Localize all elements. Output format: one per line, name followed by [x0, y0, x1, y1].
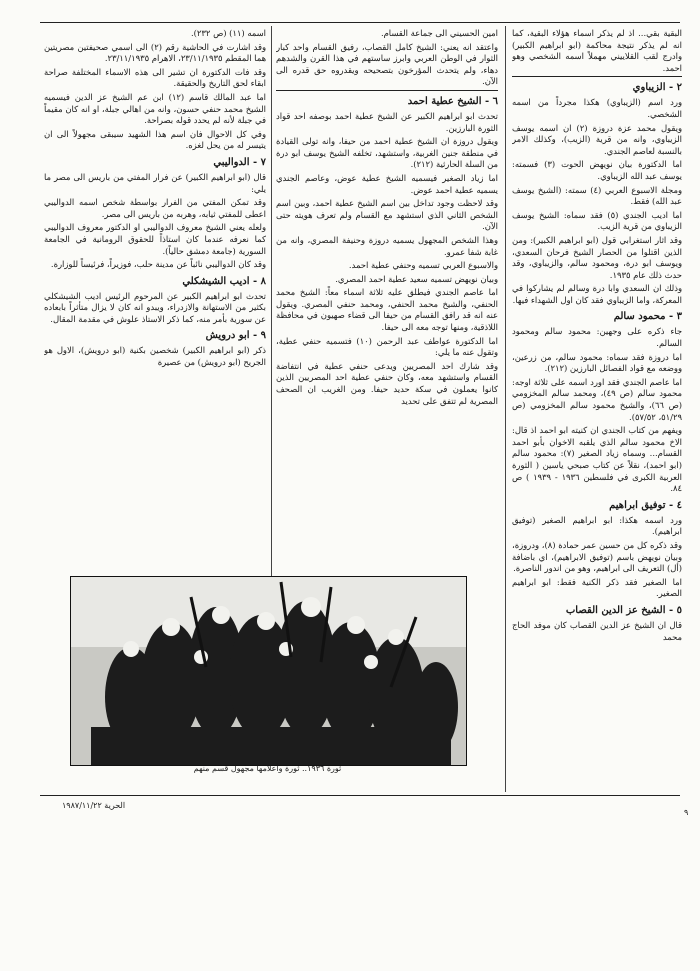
section-6-title: ٦ - الشيخ عطية احمد — [407, 95, 498, 107]
paragraph: اما الدكتورة بيان نويهض الحوت (٣) فسمته: يوسف عبد الله الزيباوي. — [512, 159, 682, 181]
paragraph: اما دروزة فقد سماه: محمود سالم، من زرعين، ووضعه مع قواد الفصائل البارزين (٢١٢). — [512, 351, 682, 374]
paragraph: وقد تمكن المفتي من الفرار بواسطة شخص اسمه الدواليبي اعطى للمفتي ثيابه، وهربه من باريس الى مصر. — [44, 197, 266, 219]
paragraph: وقد كان الدواليبي نائباً عن مدينة حلب، فوزيراً، فرئيساً للوزارة. — [50, 259, 266, 270]
section-8-title: ٨ - اديب الشيشكلي — [182, 275, 266, 287]
column-divider — [271, 26, 272, 576]
paragraph: قال ان الشيخ عز الدين القصاب كان موفد الحاج محمد — [512, 619, 682, 642]
section-7-title: ٧ - الدواليبي — [213, 156, 266, 168]
section-3-title: ٣ - محمود سالم — [613, 311, 682, 323]
paragraph: واعتقد انه يعني: الشيخ كامل القصاب، رفيق القسام واحد كبار الثوار في الوطن العربي وابرز ساستهم في هذا القرن والشدهم دهاء، ولم يتحدث المؤرخون بتصحيحه ويقدروه حق قدره الى الآن. — [276, 41, 498, 87]
paragraph: تحدث ابو ابراهيم الكبير عن المرحوم الرئيس اديب الشيشكلي بكثير من الاستهانة والازدراء، ويبدو انه كان لا يزال متأثراً بابعاده عن سورية بأمر منه، كما ذكر الاستاذ علوش في مقدمة المقال. — [44, 290, 266, 324]
paragraph: وقد اثار استغرابي قول (ابو ابراهيم الكبير): ومن الذين اقتلوا من الحصار الشيخ فرحان السعدي، ويوسف ابو درة، ومحمود سالم، والزيباوي، وقد حدث ذلك عام ١٩٣٥. — [512, 234, 682, 280]
column-left-intro: اسمه (١١) (ص ٢٣٢). — [190, 28, 266, 38]
paragraph: اما الصغير فقد ذكر الكنية فقط: ابو ابراهيم الصغير. — [512, 576, 682, 599]
paragraph: ورد اسمه هكذا: ابو ابراهيم الصغير (توفيق ابراهيم). — [512, 514, 682, 537]
paragraph: ورد اسم (الزيباوي) هكذا مجرداً من اسمه الشخصي. — [512, 97, 682, 119]
paragraph: وقد فات الدكتورة ان تشير الى هذه الاسماء المختلفة صراحة ابقاء لحق التاريخ والحقيقة. — [44, 66, 266, 89]
section-divider — [276, 90, 498, 91]
paragraph: وفي كل الاحوال فان اسم هذا الشهيد سيبقى مجهولاً الى ان يتيسر له من يحل لغزه. — [44, 128, 266, 151]
photo-figures-image — [71, 577, 466, 765]
column-left — [44, 28, 266, 576]
paragraph: ويفهم من كتاب الجندي ان كنيته ابو احمد اذ قال: الاخ محمود سالم الذي يلقبه الاخوان بأبو احمد القسام... وسماه زياد الصغير (٧): محمود سالم (ابو احمد)، نقلاً عن كتاب صبحي ياسين ( الثورة العربية الكبرى في فلسطين ١٩٣٦ - ١٩٣٩ ) ص ٨٤. — [512, 425, 682, 494]
paragraph: وبيان نويهض تسميه سعيد عطية احمد المصري. — [335, 273, 498, 284]
paragraph: اما الدكتورة عواطف عبد الرحمن (١٠) فتسميه حنفي عطية، وتقول عنه ما يلي: — [276, 335, 498, 358]
paragraph: والاسبوع العربي تسميه وحنفي عطية احمد. — [348, 260, 498, 271]
page-number: ٩ — [684, 808, 689, 817]
section-divider — [512, 76, 682, 77]
column-right-intro: البقية بقي... اذ لم يذكر اسماء هؤلاء البقية، كما انه لم يذكر نتيجة محاكمة (ابو ابراهيم الكبير) وادرج لقب القلاييني مهملاً اسمه الشخصي وهو احمد. — [512, 28, 682, 73]
column-divider — [505, 26, 506, 792]
paragraph: وذلك ان السعدي وابا درة وسالم لم يشاركوا في المعركة، واما الزيباوي فقد كان اول الشهداء فيها. — [512, 283, 682, 305]
paragraph: وقد اشارت في الحاشية رقم (٢) الى اسمي صحيفتين مصريتين هما المقطم ٢٣/١١/١٩٣٥، الاهرام ٢٣/١١/١٩٣٥. — [44, 41, 266, 64]
historical-photo — [70, 576, 467, 766]
paragraph: وهذا الشخص المجهول يسميه دروزة وحنيفة المصري، وانه من غابة شفا عمرو. — [276, 234, 498, 257]
paragraph: تحدث ابو ابراهيم الكبير عن الشيخ عطية احمد بوصفه احد قواد الثورة البارزين. — [276, 110, 498, 133]
column-middle — [276, 28, 498, 576]
section-5-title: ٥ - الشيخ عز الدين القصاب — [565, 604, 682, 616]
paragraph: ولعله يعني الشيخ معروف الدواليبي او الدكتور معروف الدواليبي كما نعرفه عندما كان استاذاً للحقوق الرومانية في الجامعة السورية (جامعة دمشق حالياً). — [44, 222, 266, 256]
paragraph: ويقول دروزة ان الشيخ عطية احمد من حيفا، وانه تولى القيادة في منطقة جنين الغربية، واستشهد، تخلفه الشيخ يوسف ابو درة من السلة الحارثية (٢١٢). — [276, 136, 498, 170]
paragraph: اما عاصم الجندي فقد اورد اسمه على ثلاثة اوجه: محمود سالم (ص ٤٩)، ومحمد سالم المخزومي (ص ٦٦)، والشيخ محمود سالم المخزومي (ص ٥١/٢٩، ٥٧/٥٢). — [512, 376, 682, 422]
paragraph: اما اديب الجندي (٥) فقد سماه: الشيخ يوسف الزيباوي من قرية الزيب. — [512, 209, 682, 232]
paragraph: جاء ذكره على وجهين: محمود سالم ومحمود السالم. — [512, 326, 682, 349]
bottom-rule — [40, 795, 680, 796]
section-9-title: ٩ - ابو درويش — [205, 330, 266, 342]
photo-caption: ثورة ١٩٣٦.. ثورة وأعلامها مجهول قسم منهم — [193, 764, 342, 773]
column-right — [512, 28, 682, 788]
paragraph: ذكر (ابو ابراهيم الكبير) شخصين بكنية (ابو درويش)، الاول هو الجريح (ابو درويش) من عصيرة — [44, 345, 266, 368]
column-middle-intro: امين الحسيني الى جماعة القسام. — [380, 28, 498, 38]
paragraph: وقد ذكره كل من حسين عمر حمادة (٨)، ودروزة، وبيان نويهض باسم (توفيق الابراهيم)، اي باضافة (أل) التعريف الى ابراهيم، وهو من اندور الناصرة. — [512, 539, 682, 574]
paragraph: ويقول محمد عزة دروزة (٢) ان اسمه يوسف الزيباوي، وانه من قرية (الزيب)، وكذلك الامر بالنسبة لعاصم الجندي. — [512, 122, 682, 156]
paragraph: قال (ابو ابراهيم الكبير) عن فرار المفتي من باريس الى مصر ما يلي: — [44, 171, 266, 194]
paragraph: ومجلة الاسبوع العربي (٤) سمته: (الشيخ يوسف عبد الله) فقط. — [512, 184, 682, 207]
section-4-title: ٤ - توفيق ابراهيم — [609, 499, 682, 511]
source-footer: الحرية ١٩٨٧/١١/٢٢ — [62, 801, 126, 810]
paragraph: وقد شارك احد المصريين ويدعى حنفي عطية في انتفاضة القسام واستشهد معه، وكان حنفي عطية احد المصريين الذين كانوا يعملون في سكة حديد حيفا. ومن الغريب ان الصحف المصرية لم تتفق على تحديد — [276, 360, 498, 406]
paragraph: اما عبد المالك قاسم (١٢) ابن عم الشيخ عز الدين فيسميه الشيخ محمد حنفي حسون، وانه من اهالي جبلة، او انه كان مقيماً في جبلة لأنه لم يحدد قوله بصراحة. — [44, 91, 266, 126]
section-2-title: ٢ - الزيباوي — [632, 82, 682, 94]
paragraph: وقد لاحظت وجود تداخل بين اسم الشيخ عطية احمد، وبين اسم الشخص الثاني الذي استشهد مع القسام ولم تعرف هويته حتى الآن. — [276, 198, 498, 232]
paragraph: اما زياد الصغير فيسميه الشيخ عطية عوض، وعاصم الجندي يسميه عطية احمد عوض. — [276, 172, 498, 195]
top-rule — [40, 22, 680, 23]
paragraph: اما عاصم الجندي فيطلق عليه ثلاثة اسماء معاً: الشيخ محمد الحنفي، والشيخ محمد الحنفي، ومحمد حنفي المصري. ويقول عنه انه قد رافق القسام من حيفا الى قضاء صهيون في محافظة اللاذقية، ومنها توجه معه الى حيفا. — [276, 287, 498, 333]
